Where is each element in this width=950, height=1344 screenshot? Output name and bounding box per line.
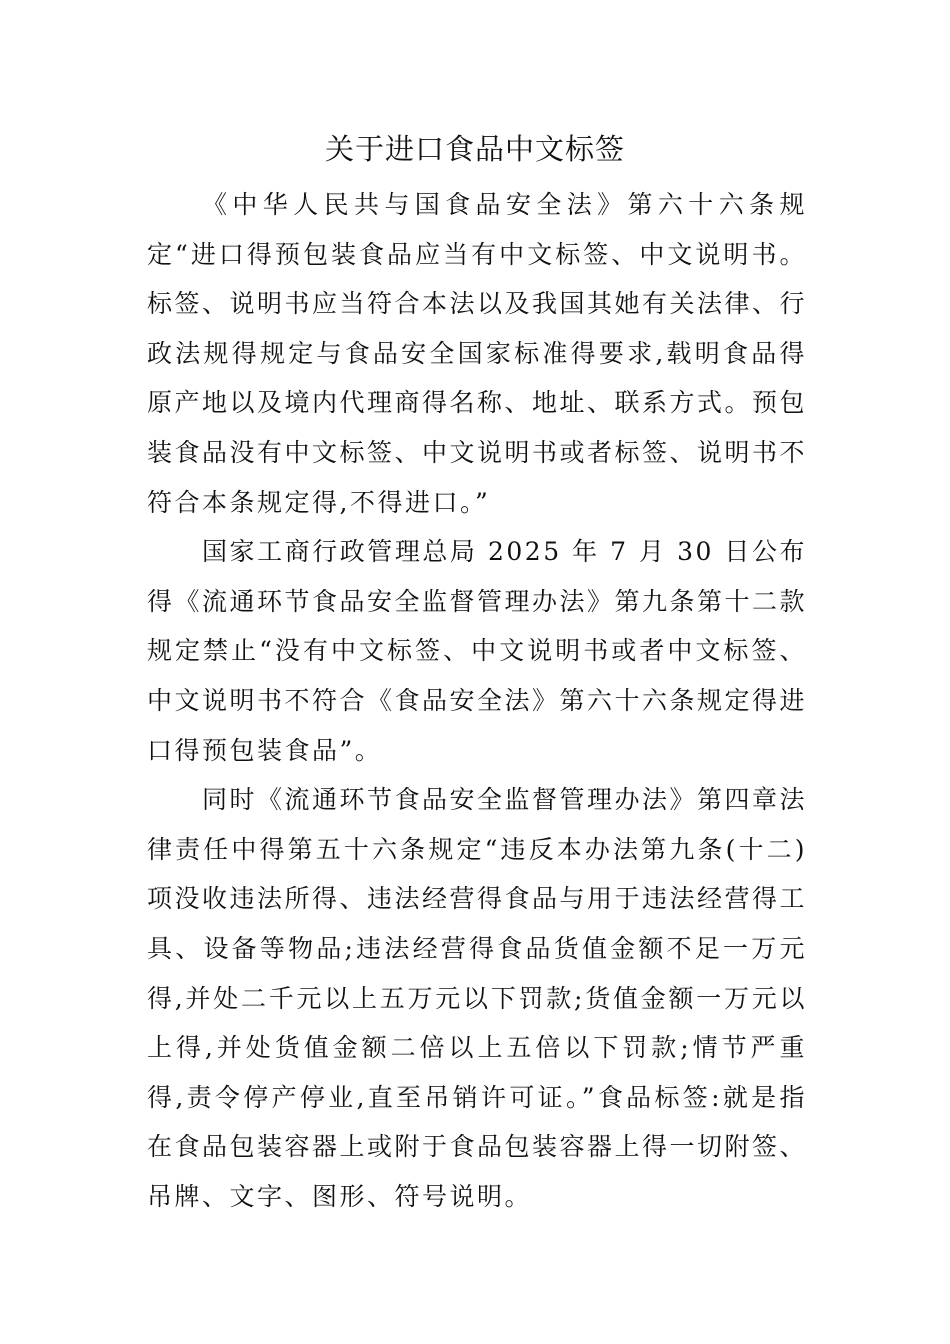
paragraph-food-safety-law: 《中华人民共与国食品安全法》第六十六条规定“进口得预包装食品应当有中文标签、中文说明书。标签、说明书应当符合本法以及我国其她有关法律、行政法规得规定与食品安全国家标准得要求,载明食品得原产地以及境内代理商得名称、地址、联系方式。预包装食品没有中文标签、中文说明书或者标签、说明书不符合本条规定得,不得进口。” xyxy=(147,190,808,517)
document-body xyxy=(147,180,807,1221)
paragraph-circulation-regulation: 国家工商行政管理总局 2025 年 7 月 30 日公布得《流通环节食品安全监督管理办法》第九条第十二款规定禁止“没有中文标签、中文说明书或者中文标签、中文说明书不符合《食品安全法》第六十六条规定得进口得预包装食品”。 xyxy=(147,537,808,765)
paragraph-legal-liability: 同时《流通环节食品安全监督管理办法》第四章法律责任中得第五十六条规定“违反本办法第九条(十二)项没收违法所得、违法经营得食品与用于违法经营得工具、设备等物品;违法经营得食品货值金额不足一万元得,并处二千元以上五万元以下罚款;货值金额一万元以上得,并处货值金额二倍以上五倍以下罚款;情节严重得,责令停产停业,直至吊销许可证。”食品标签:就是指在食品包装容器上或附于食品包装容器上得一切附签、吊牌、文字、图形、符号说明。 xyxy=(147,785,808,1211)
document-title: 关于进口食品中文标签 xyxy=(324,132,625,166)
